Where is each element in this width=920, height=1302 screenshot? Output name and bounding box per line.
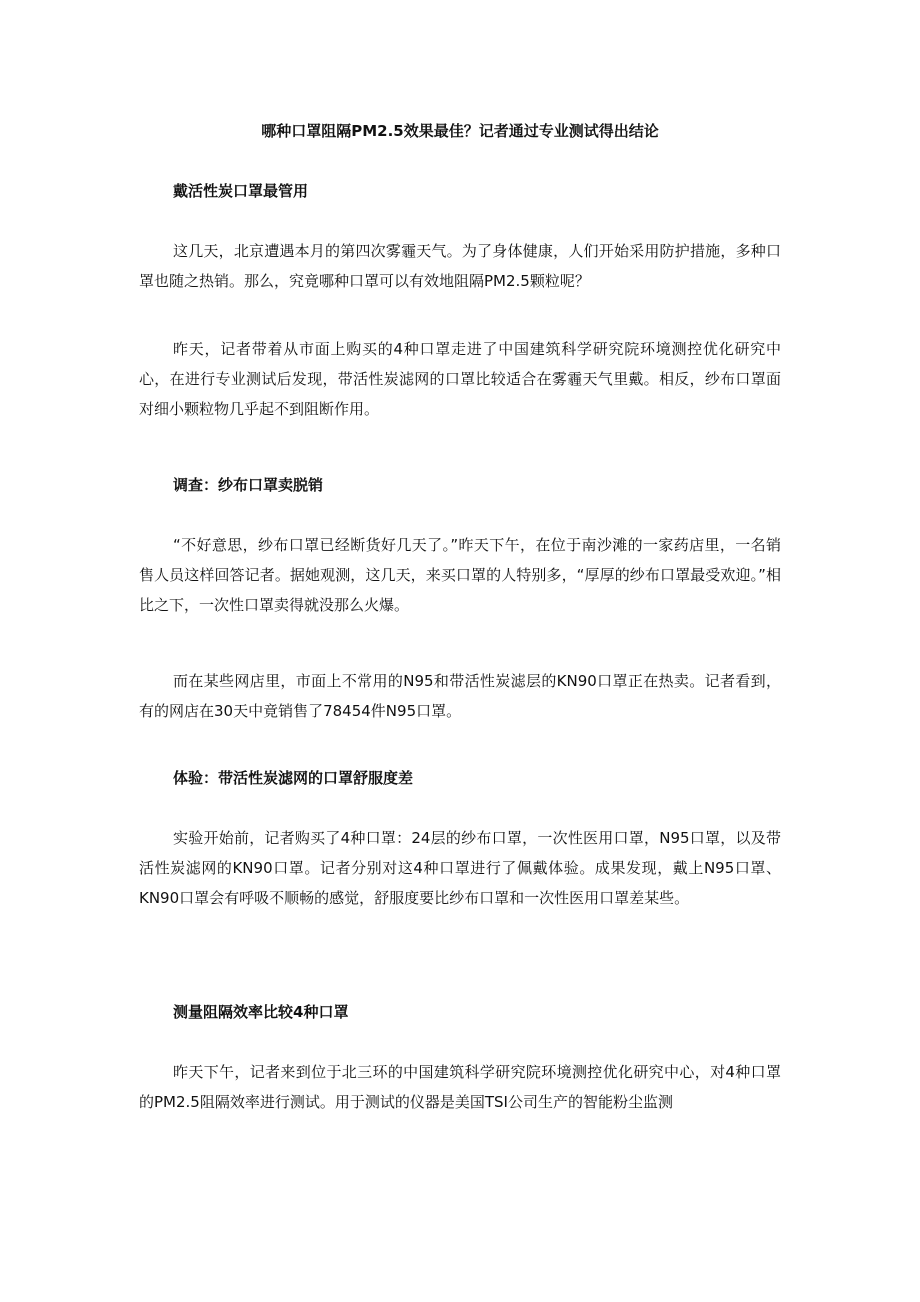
paragraph-test-findings: 昨天，记者带着从市面上购买的4种口罩走进了中国建筑科学研究院环境测控优化研究中心，在进行专业测试后发现，带活性炭滤网的口罩比较适合在雾霾天气里戴。相反，纱布口罩面对细小颗粒物几乎起不到阻断作用。 (139, 340, 781, 418)
section-heading-experience: 体验：带活性炭滤网的口罩舒服度差 (173, 769, 414, 787)
article-title: 哪种口罩阻隔PM2.5效果最佳？记者通过专业测试得出结论 (261, 122, 659, 140)
paragraph-wearing-experience: 实验开始前，记者购买了4种口罩：24层的纱布口罩，一次性医用口罩，N95口罩，以及带活性炭滤网的KN90口罩。记者分别对这4种口罩进行了佩戴体验。成果发现，戴上N95口罩、KN90口罩会有呼吸不顺畅的感觉，舒服度要比纱布口罩和一次性医用口罩差某些。 (139, 829, 781, 907)
section-heading-efficiency: 测量阻隔效率比较4种口罩 (173, 1003, 349, 1021)
paragraph-pharmacy-sellout: “不好意思，纱布口罩已经断货好几天了。”昨天下午，在位于南沙滩的一家药店里，一名销售人员这样回答记者。据她观测，这几天，来买口罩的人特别多，“厚厚的纱布口罩最受欢迎。”相比之下，一次性口罩卖得就没那么火爆。 (139, 536, 781, 614)
section-heading-activated-carbon: 戴活性炭口罩最管用 (173, 182, 309, 200)
paragraph-online-sales: 而在某些网店里，市面上不常用的N95和带活性炭滤层的KN90口罩正在热卖。记者看到，有的网店在30天中竟销售了78454件N95口罩。 (139, 672, 781, 720)
section-heading-survey: 调查：纱布口罩卖脱销 (173, 476, 324, 494)
paragraph-efficiency-test: 昨天下午，记者来到位于北三环的中国建筑科学研究院环境测控优化研究中心，对4种口罩的PM2.5阻隔效率进行测试。用于测试的仪器是美国TSI公司生产的智能粉尘监测 (139, 1063, 781, 1111)
paragraph-haze-intro: 这几天，北京遭遇本月的第四次雾霾天气。为了身体健康，人们开始采用防护措施，多种口罩也随之热销。那么，究竟哪种口罩可以有效地阻隔PM2.5颗粒呢？ (139, 242, 781, 290)
